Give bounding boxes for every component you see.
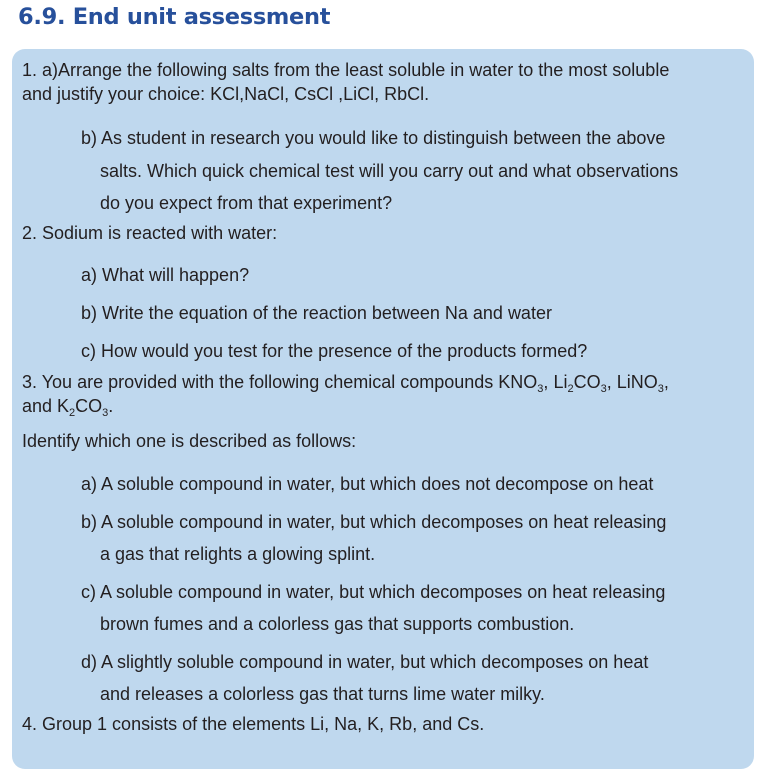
q3-stem-line1: 3. You are provided with the following chemical compounds $KNO_3$, $Li_2CO_3$, LiNO$_3$, xyxy=(22,372,669,395)
q3-b-line1: b) A soluble compound in water, but which decomposes on heat releasing xyxy=(81,512,667,532)
q3-stem-line2: and $K_2CO_3$. xyxy=(22,396,114,419)
q1-b-line3: do you expect from that experiment? xyxy=(100,193,393,213)
q1-a-line2: and justify your choice: KCl,NaCl, CsCl ,LiCl, RbCl. xyxy=(22,84,430,104)
q2-stem: 2. Sodium is reacted with water: xyxy=(22,223,278,243)
q3-c-line2: brown fumes and a colorless gas that supports combustion. xyxy=(100,614,575,634)
q3-d-line2: and releases a colorless gas that turns lime water milky. xyxy=(100,684,545,704)
q2-a: a) What will happen? xyxy=(81,265,250,285)
q4-stem: 4. Group 1 consists of the elements Li, Na, K, Rb, and Cs. xyxy=(22,714,485,734)
q3-identify: Identify which one is described as follows: xyxy=(22,431,357,451)
q3-d-line1: d) A slightly soluble compound in water, but which decomposes on heat xyxy=(81,652,649,672)
q3-a: a) A soluble compound in water, but which does not decompose on heat xyxy=(81,474,654,494)
q2-b: b) Write the equation of the reaction between Na and water xyxy=(81,303,552,323)
q1-b-line2: salts. Which quick chemical test will you carry out and what observations xyxy=(100,161,679,181)
assessment-box xyxy=(12,49,754,769)
q1-b-line1: b) As student in research you would like to distinguish between the above xyxy=(81,128,666,148)
q3-b-line2: a gas that relights a glowing splint. xyxy=(100,544,376,564)
q2-c: c) How would you test for the presence of the products formed? xyxy=(81,341,588,361)
q1-a-line1: 1. a)Arrange the following salts from the least soluble in water to the most soluble xyxy=(22,60,670,80)
section-heading: 6.9. End unit assessment xyxy=(18,4,331,30)
q3-c-line1: c) A soluble compound in water, but which decomposes on heat releasing xyxy=(81,582,666,602)
